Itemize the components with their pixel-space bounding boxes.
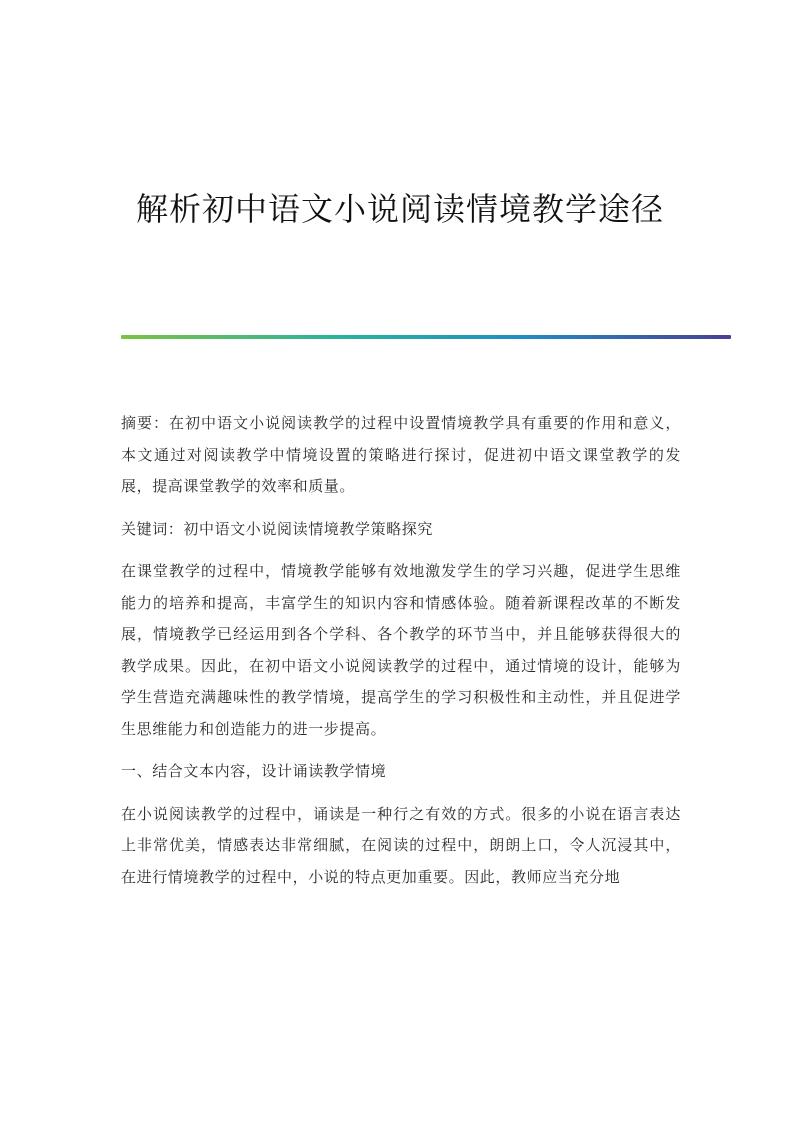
title-divider — [121, 335, 731, 339]
abstract-paragraph: 摘要：在初中语文小说阅读教学的过程中设置情境教学具有重要的作用和意义，本文通过对阅读教学中情境设置的策略进行探讨，促进初中语文课堂教学的发展，提高课堂教学的效率和质量。 — [121, 414, 681, 495]
body-paragraph: 在课堂教学的过程中，情境教学能够有效地激发学生的学习兴趣，促进学生思维能力的培养和提高，丰富学生的知识内容和情感体验。随着新课程改革的不断发展，情境教学已经运用到各个学科、各个教学的环节当中，并且能够获得很大的教学成果。因此，在初中语文小说阅读教学的过程中，通过情境的设计，能够为学生营造充满趣味性的教学情境，提高学生的学习积极性和主动性，并且促进学生思维能力和创造能力的进一步提高。 — [121, 562, 681, 738]
document-title: 解析初中语文小说阅读情境教学途径 — [135, 190, 664, 228]
body-paragraph: 在小说阅读教学的过程中，诵读是一种行之有效的方式。很多的小说在语言表达上非常优美，情感表达非常细腻，在阅读的过程中，朗朗上口，令人沉浸其中，在进行情境教学的过程中，小说的特点更加重要。因此，教师应当充分地 — [121, 804, 681, 886]
section-heading: 一、结合文本内容，设计诵读教学情境 — [121, 762, 387, 780]
document-body — [121, 408, 681, 904]
keywords-paragraph: 关键词：初中语文小说阅读情境教学策略探究 — [121, 519, 434, 538]
